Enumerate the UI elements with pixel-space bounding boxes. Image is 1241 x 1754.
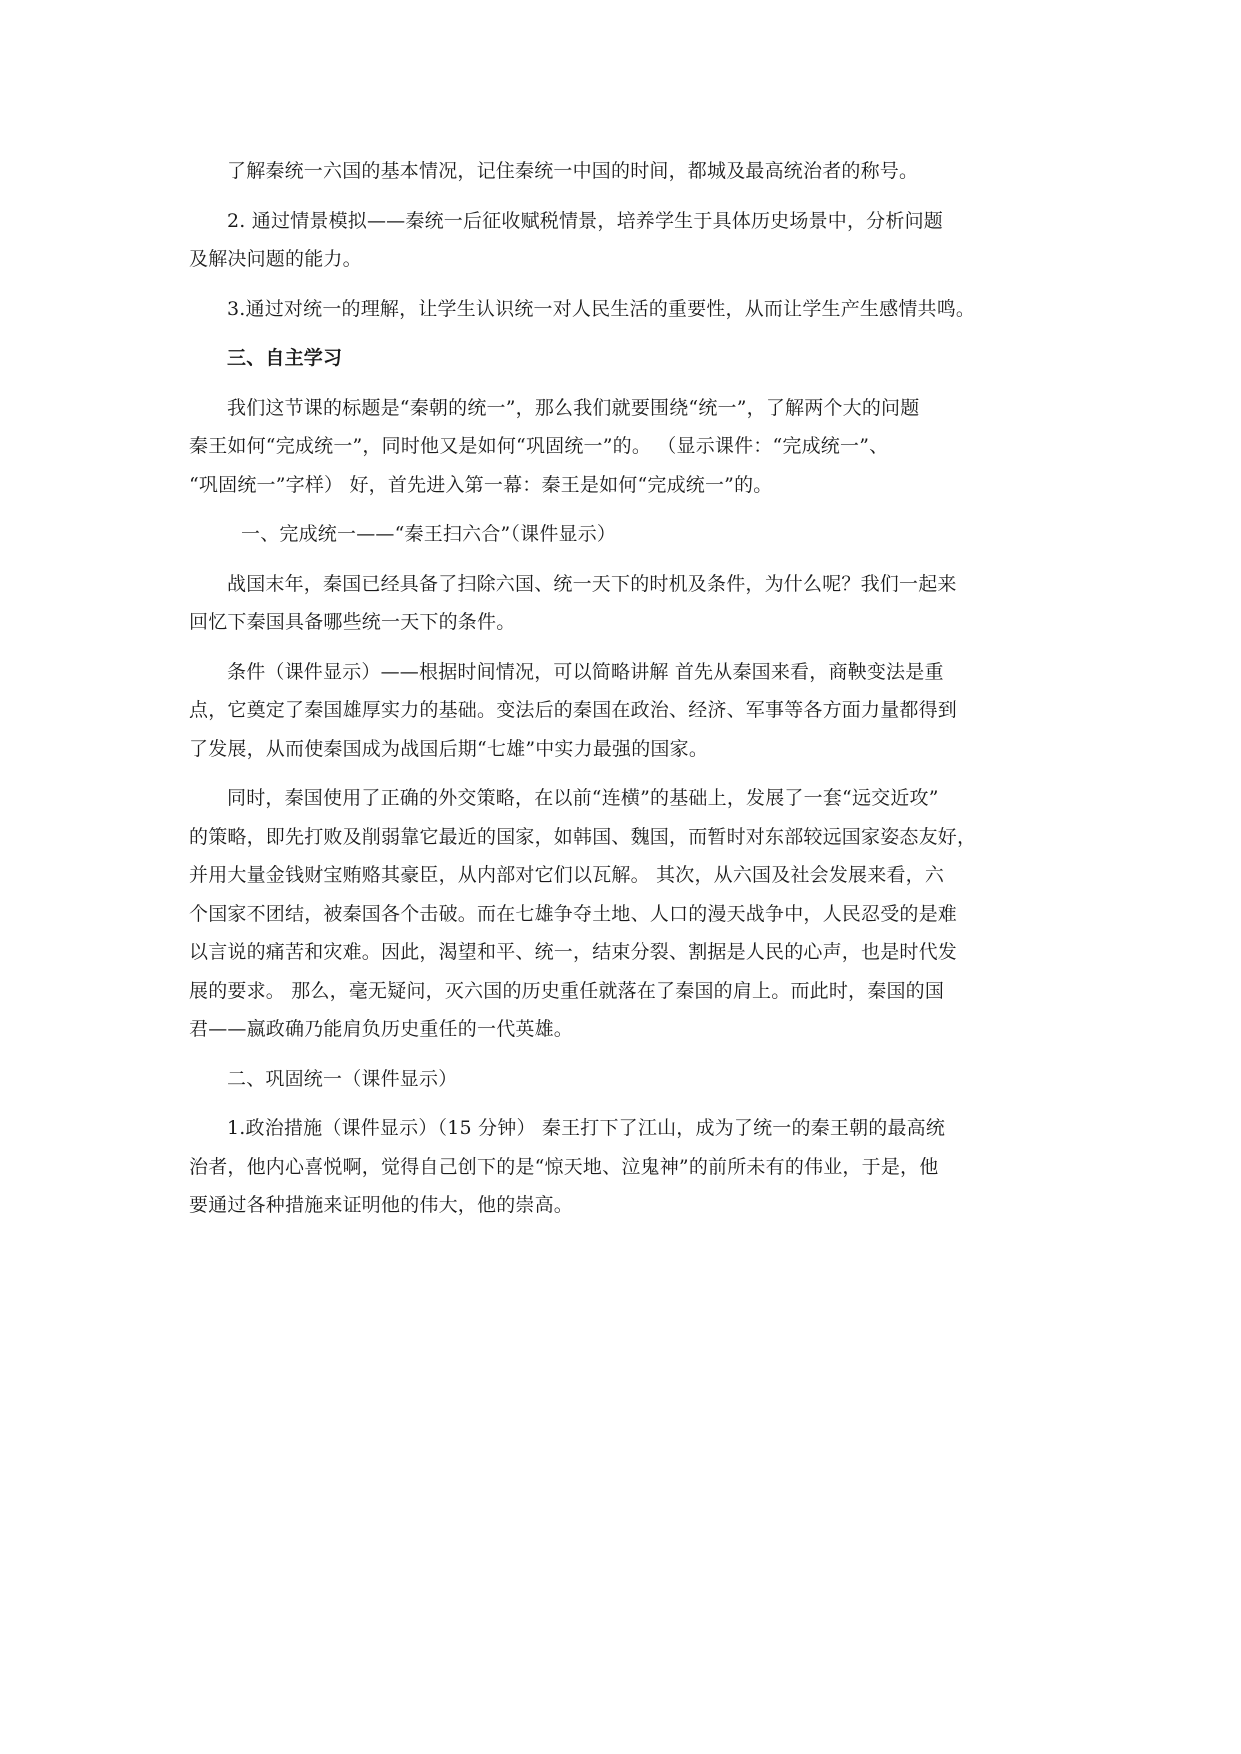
text-line: 战国末年，秦国已经具备了扫除六国、统一天下的时机及条件，为什么呢？我们一起来	[227, 572, 957, 595]
subheading-consolidate-unification	[189, 1060, 1051, 1099]
text-line: 及解决问题的能力。	[189, 248, 362, 270]
subheading-text: 一、完成统一——“秦王扫六合”（课件显示）	[241, 523, 617, 545]
objective-2	[189, 202, 1051, 279]
text-line: 展的要求。 那么，毫无疑问，灭六国的历史重任就落在了秦国的肩上。而此时，秦国的国	[189, 979, 945, 1002]
text-line: 个国家不团结，被秦国各个击破。而在七雄争夺土地、人口的漫天战争中，人民忍受的是难	[189, 902, 958, 925]
text-line: 以言说的痛苦和灾难。因此，渴望和平、统一，结束分裂、割据是人民的心声，也是时代发	[189, 941, 958, 963]
heading-text: 三、自主学习	[227, 347, 343, 369]
text-line: 1.政治措施（课件显示）（15 分钟） 秦王打下了江山，成为了统一的秦王朝的最高统	[227, 1117, 946, 1139]
text-line: 回忆下秦国具备哪些统一天下的条件。	[189, 611, 516, 633]
text-line: 了解秦统一六国的基本情况，记住秦统一中国的时间，都城及最高统治者的称号。	[227, 160, 919, 182]
text-line: 点，它奠定了秦国雄厚实力的基础。变法后的秦国在政治、经济、军事等各方面力量都得到	[189, 699, 958, 721]
text-line: 并用大量金钱财宝贿赂其豪臣，从内部对它们以瓦解。 其次，从六国及社会发展来看，六	[189, 864, 945, 886]
text-line: 要通过各种措施来证明他的伟大，他的崇高。	[189, 1194, 574, 1216]
section-heading-self-study	[189, 339, 1051, 378]
subheading-complete-unification	[189, 515, 1051, 554]
text-line: 秦王如何“完成统一”，同时他又是如何“巩固统一”的。 （显示课件：“完成统一”、	[189, 435, 889, 457]
paragraph-political-measures	[189, 1109, 1051, 1225]
text-line: 我们这节课的标题是“秦朝的统一”，那么我们就要围绕“统一”，了解两个大的问题	[227, 396, 920, 419]
text-line: 君——嬴政确乃能肩负历史重任的一代英雄。	[189, 1018, 574, 1040]
objective-1-continuation	[189, 152, 1051, 191]
paragraph-conditions	[189, 653, 1051, 769]
paragraph-diplomacy	[189, 779, 1051, 1049]
subheading-text: 二、巩固统一（课件显示）	[227, 1067, 458, 1090]
text-line: 了发展，从而使秦国成为战国后期“七雄”中实力最强的国家。	[189, 737, 709, 760]
text-line: 条件（课件显示）——根据时间情况，可以简略讲解 首先从秦国来看，商鞅变法是重	[227, 660, 944, 683]
objective-3	[189, 290, 1051, 329]
document-body	[189, 152, 1051, 1236]
text-line: 2. 通过情景模拟——秦统一后征收赋税情景，培养学生于具体历史场景中，分析问题	[227, 209, 943, 232]
text-line: 的策略，即先打败及削弱靠它最近的国家，如韩国、魏国，而暂时对东部较远国家姿态友好，	[189, 825, 977, 848]
text-line: 治者，他内心喜悦啊，觉得自己创下的是“惊天地、泣鬼神”的前所未有的伟业，于是，他	[189, 1155, 939, 1178]
text-line: “巩固统一”字样） 好，首先进入第一幕：秦王是如何“完成统一”的。	[189, 473, 773, 496]
paragraph-late-warring-states	[189, 565, 1051, 642]
intro-paragraph	[189, 389, 1051, 505]
text-line: 3.通过对统一的理解，让学生认识统一对人民生活的重要性，从而让学生产生感情共鸣。	[227, 297, 976, 320]
text-line: 同时，秦国使用了正确的外交策略，在以前“连横”的基础上，发展了一套“远交近攻”	[227, 787, 939, 809]
